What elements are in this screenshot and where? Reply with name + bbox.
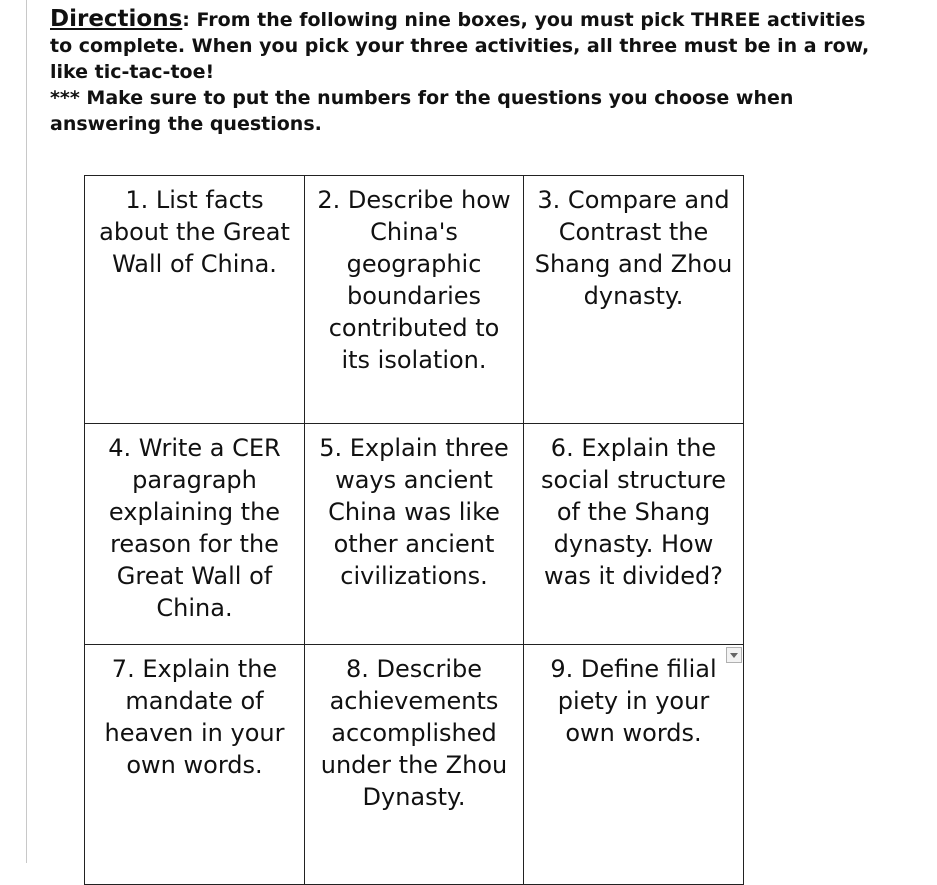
grid-row bbox=[85, 176, 744, 424]
page-margin-line bbox=[26, 0, 27, 863]
chevron-down-icon[interactable] bbox=[726, 647, 742, 663]
choice-board-grid bbox=[84, 175, 744, 885]
directions-colon: : bbox=[182, 9, 190, 31]
directions-text: From the following nine boxes, you must pick THREE activities to complete. When you pick your three activities, all three must be in a row, like tic-tac-toe! bbox=[50, 9, 870, 83]
grid-row bbox=[85, 424, 744, 645]
grid-row bbox=[85, 645, 744, 885]
directions-note: *** Make sure to put the numbers for the questions you choose when answering the questions. bbox=[50, 87, 794, 135]
activity-cell-3: 3. Compare and Contrast the Shang and Zhou dynasty. bbox=[524, 176, 744, 424]
activity-cell-6: 6. Explain the social structure of the Shang dynasty. How was it divided? bbox=[524, 424, 744, 645]
activity-cell-7: 7. Explain the mandate of heaven in your own words. bbox=[85, 645, 305, 885]
activity-cell-8: 8. Describe achievements accomplished under the Zhou Dynasty. bbox=[305, 645, 524, 885]
activity-cell-4: 4. Write a CER paragraph explaining the reason for the Great Wall of China. bbox=[85, 424, 305, 645]
directions-label: Directions bbox=[50, 6, 183, 32]
activity-cell-2: 2. Describe how China's geographic boundaries contributed to its isolation. bbox=[305, 176, 524, 424]
directions-block bbox=[50, 6, 880, 137]
activity-cell-1: 1. List facts about the Great Wall of China. bbox=[85, 176, 305, 424]
activity-cell-5: 5. Explain three ways ancient China was like other ancient civilizations. bbox=[305, 424, 524, 645]
activity-cell-9: 9. Define filial piety in your own words. bbox=[524, 645, 744, 885]
